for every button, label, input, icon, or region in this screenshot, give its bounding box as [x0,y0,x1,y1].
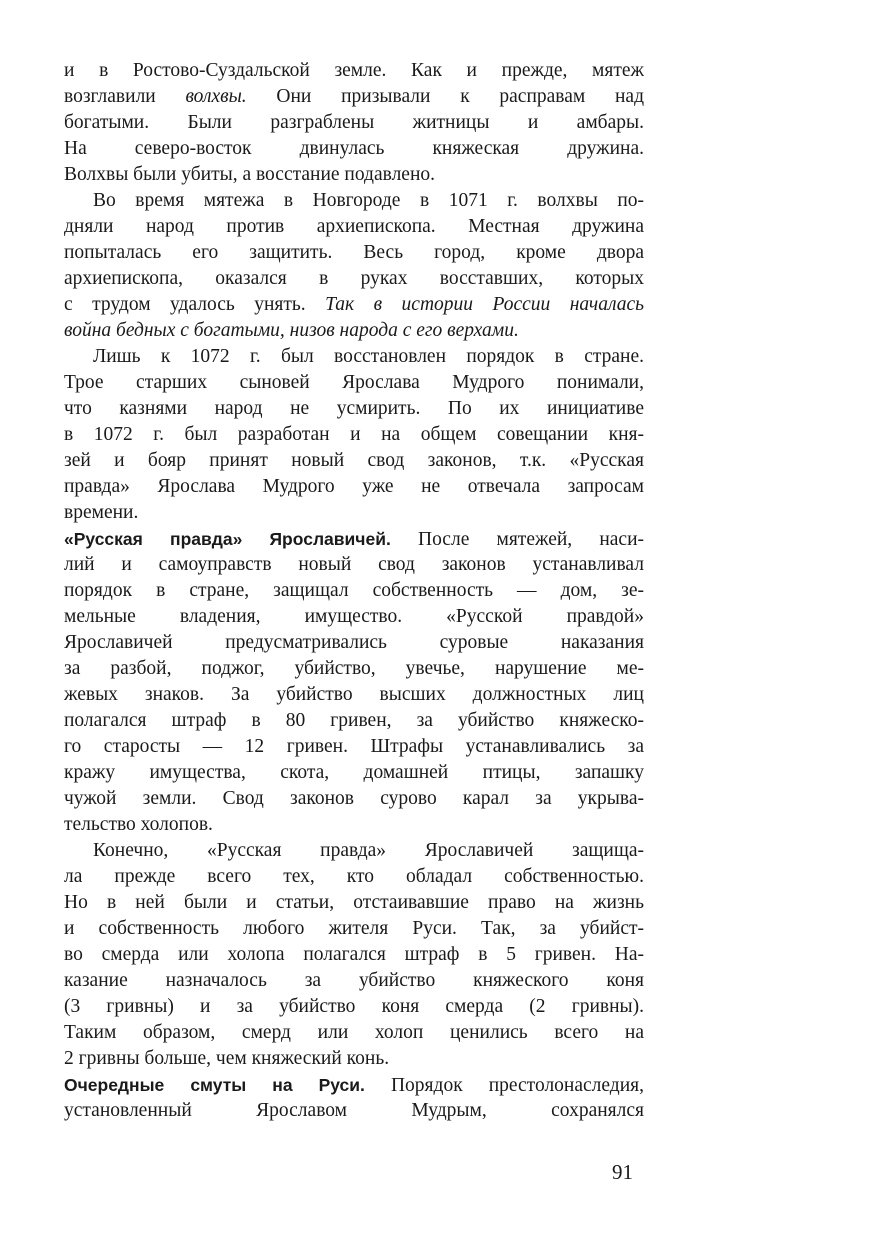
text-line: правда» Ярослава Мудрого уже не отвечала запросам [64,476,644,497]
page-body [64,58,644,1124]
paragraph [64,526,644,838]
text-line: мельные владения, имущество. «Русской правдой» [64,606,644,627]
text-line: Лишь к 1072 г. был восстановлен порядок в стране. [93,346,644,367]
text-line: Волхвы были убиты, а восстание подавлено. [64,164,436,185]
text-line: богатыми. Были разграблены житницы и амбары. [64,112,644,133]
paragraph [64,344,644,526]
section-heading: «Русская правда» Ярославичей. [64,529,391,549]
text-line: в 1072 г. был разработан и на общем совещании кня- [64,424,644,445]
text-line: Конечно, «Русская правда» Ярославичей защища- [93,840,644,861]
text-line [64,318,644,344]
text-line: На северо-восток двинулась княжеская дружина. [64,138,644,159]
italic-emphasis: Так в истории России началась [325,294,644,315]
text-line: кражу имущества, скота, домашней птицы, запашку [64,762,644,783]
text-line: жевых знаков. За убийство высших должностных лиц [64,684,644,705]
text-line: полагался штраф в 80 гривен, за убийство княжеско- [64,710,644,731]
text-line: Трое старших сыновей Ярослава Мудрого понимали, [64,372,644,393]
section-heading: Очередные смуты на Руси. [64,1075,365,1095]
text-line: (3 гривны) и за убийство коня смерда (2 гривны). [64,996,644,1017]
italic-emphasis: война бедных с богатыми, низов народа с его верхами. [64,320,519,341]
text-line: тельство холопов. [64,814,213,835]
italic-term: волхвы. [185,86,247,107]
text-line: возглавили волхвы. Они призывали к расправам над [64,86,644,107]
paragraph [64,838,644,1072]
paragraph [64,1072,644,1124]
text-line: с трудом удалось унять. Так в истории России началась [64,294,644,315]
text-line: Ярославичей предусматривались суровые наказания [64,632,644,653]
text-line: что казнями народ не усмирить. По их инициативе [64,398,644,419]
text-line: и в Ростово-Суздальской земле. Как и прежде, мятеж [64,60,644,81]
text-line: времени. [64,502,139,523]
text-line: во смерда или холопа полагался штраф в 5 гривен. На- [64,944,644,965]
text-line: чужой земли. Свод законов сурово карал за укрыва- [64,788,644,809]
text-line: Очередные смуты на Руси. Порядок престолонаследия, [64,1075,645,1096]
paragraph [64,188,644,344]
text-line: дняли народ против архиепископа. Местная дружина [64,216,644,237]
text-line: за разбой, поджог, убийство, увечье, нарушение ме- [64,658,644,679]
paragraph [64,58,644,188]
text-line: казание назначалось за убийство княжеского коня [64,970,644,991]
page-number: 91 [612,1160,633,1184]
text-line: лий и самоуправств новый свод законов устанавливал [64,554,644,575]
text-line: установленный Ярославом Мудрым, сохранялся [64,1100,644,1121]
text-line: «Русская правда» Ярославичей. После мятежей, наси- [64,529,644,550]
text-line: Таким образом, смерд или холоп ценились всего на [64,1022,644,1043]
text-line: попыталась его защитить. Весь город, кроме двора [64,242,644,263]
text-line: 2 гривны больше, чем княжеский конь. [64,1048,390,1069]
text-line: порядок в стране, защищал собственность — дом, зе- [64,580,644,601]
text-line: Во время мятежа в Новгороде в 1071 г. волхвы по- [93,190,644,211]
text-line: го старосты — 12 гривен. Штрафы устанавливались за [64,736,644,757]
text-line: архиепископа, оказался в руках восставших, которых [64,268,644,289]
text-line: и собственность любого жителя Руси. Так, за убийст- [64,918,644,939]
text-line: Но в ней были и статьи, отстаивавшие право на жизнь [64,892,644,913]
text-line: зей и бояр принят новый свод законов, т.к. «Русская [64,450,644,471]
text-line: ла прежде всего тех, кто обладал собственностью. [64,866,644,887]
